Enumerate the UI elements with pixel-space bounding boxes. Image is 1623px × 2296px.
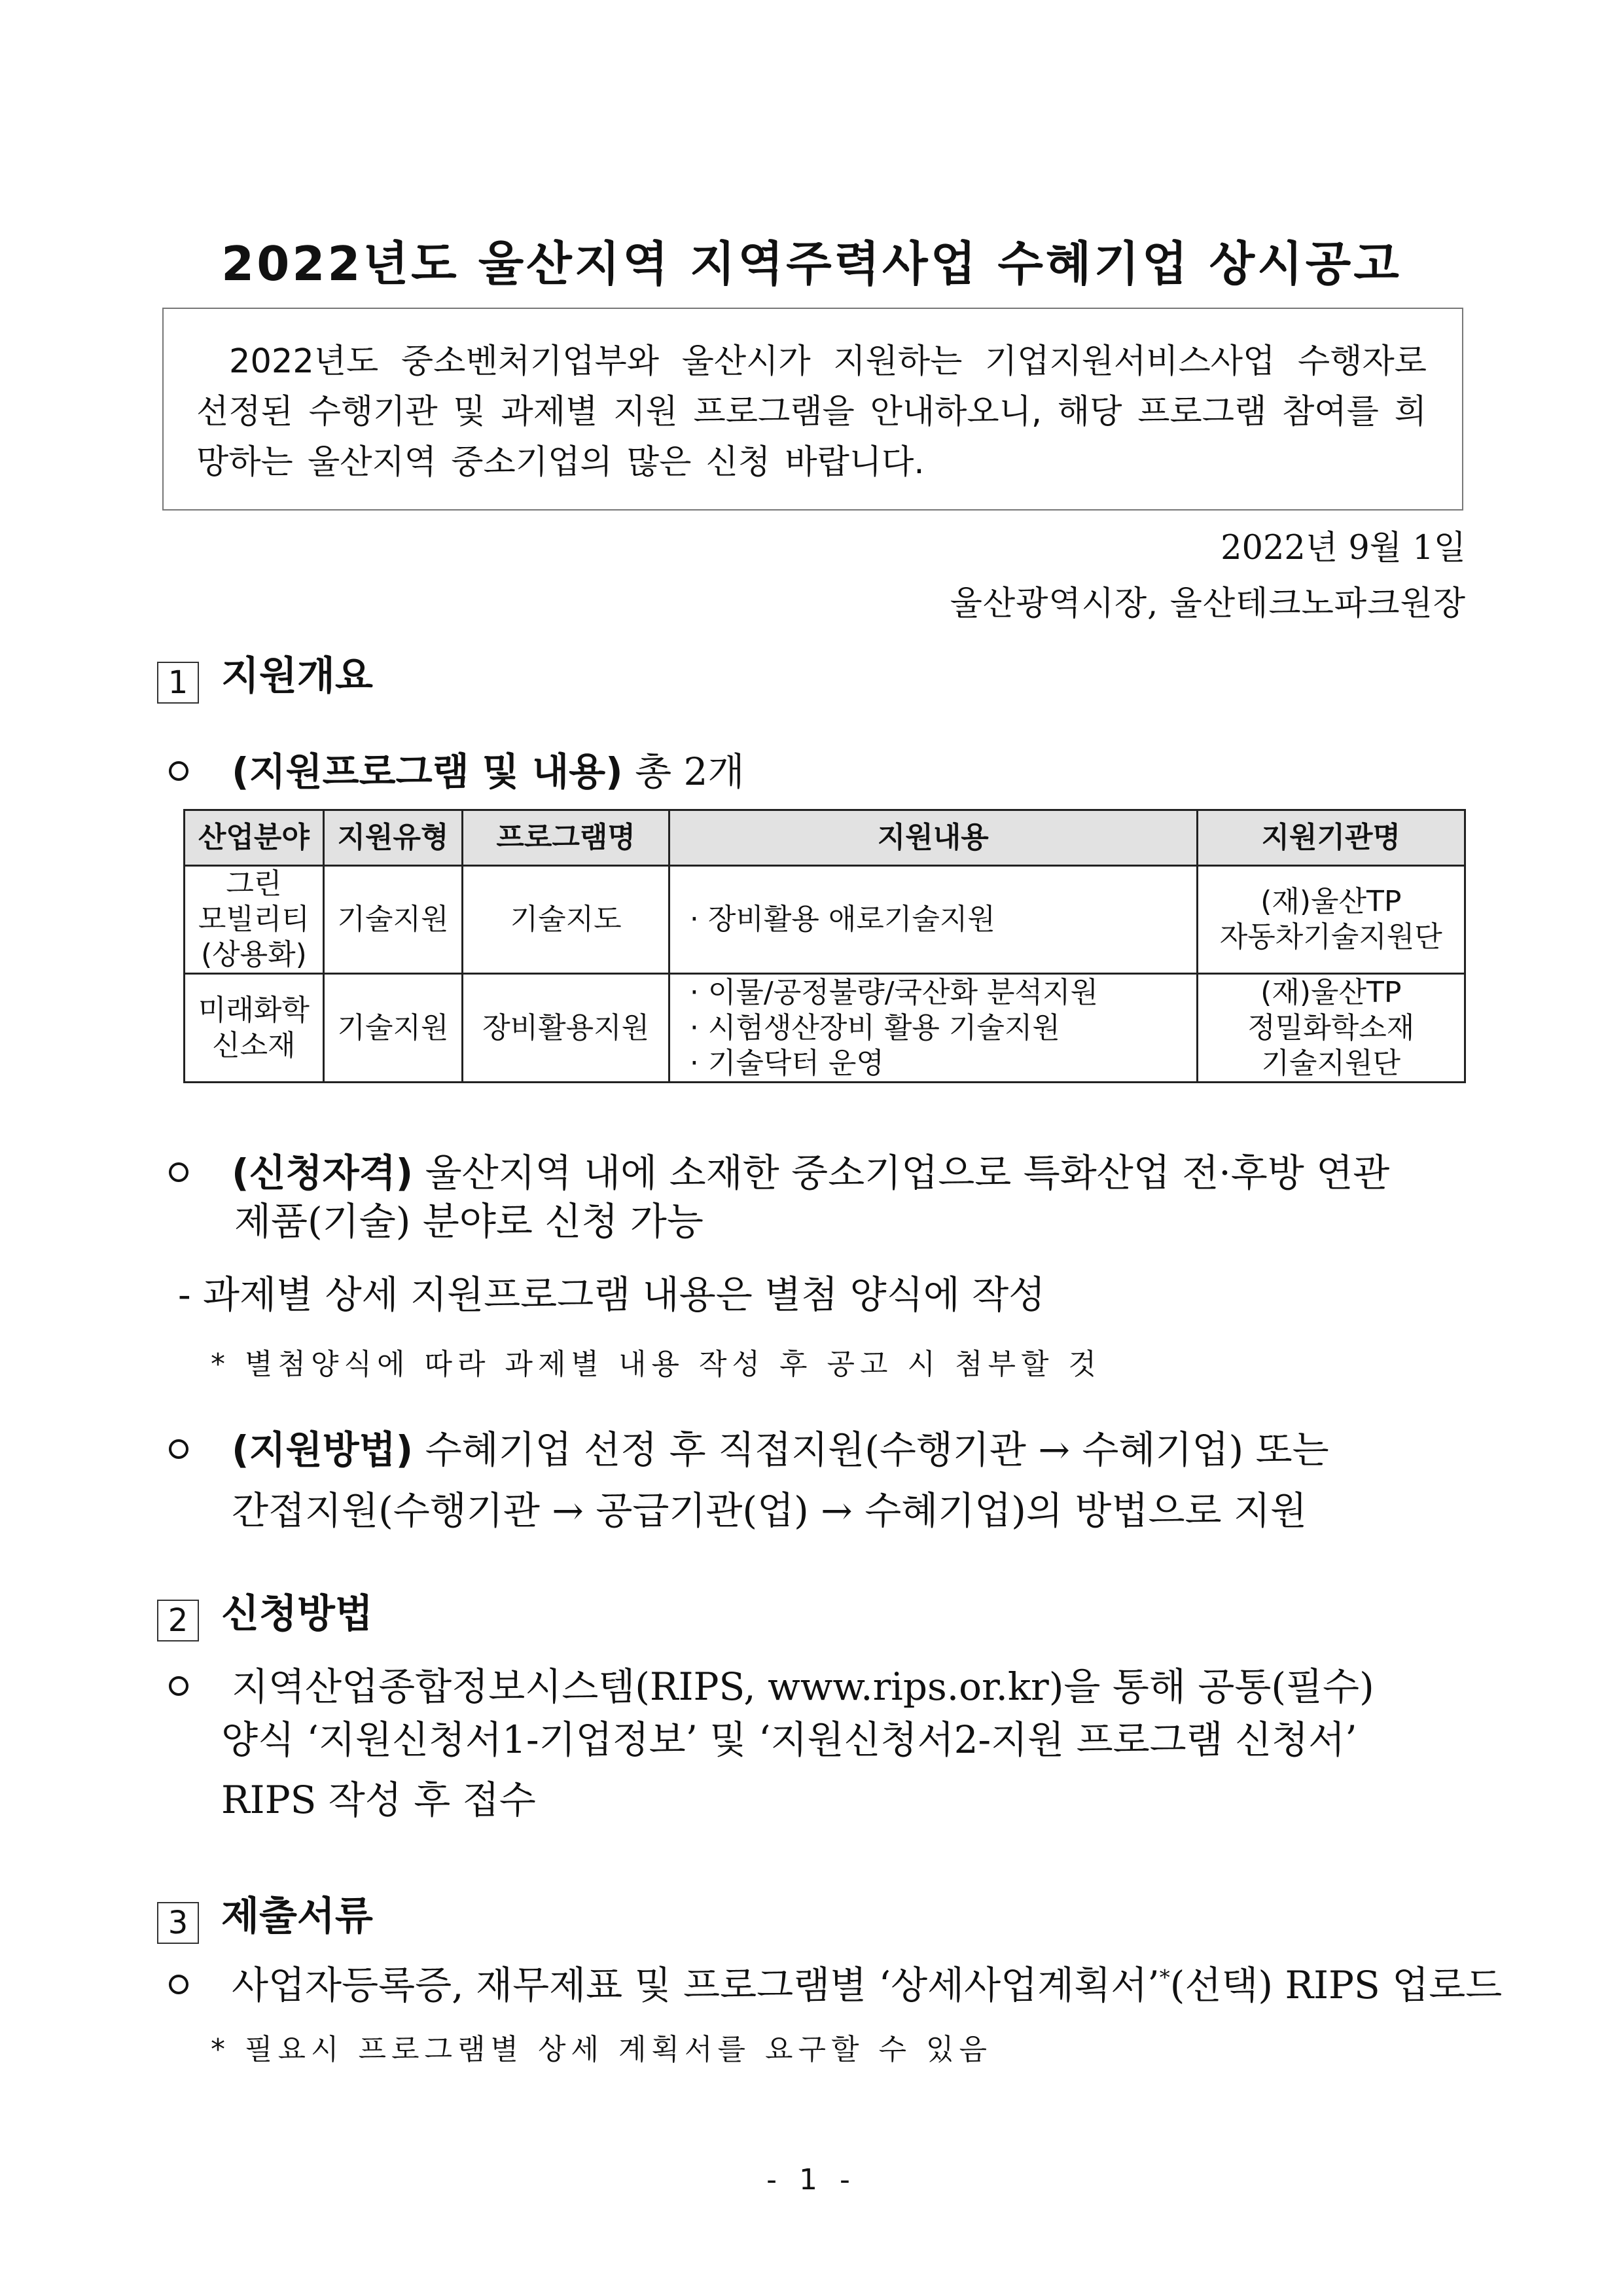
bullet-circle-icon bbox=[169, 1975, 188, 1994]
eligibility-line1: 울산지역 내에 소재한 중소기업으로 특화산업 전·후방 연관 bbox=[425, 1151, 1390, 1195]
page-number: - 1 - bbox=[766, 2163, 857, 2197]
intro-text bbox=[196, 336, 1427, 488]
method-bullet bbox=[169, 1419, 1471, 1474]
bullet-circle-icon bbox=[169, 1439, 188, 1459]
method-line1: 수혜기업 선정 후 직접지원(수행기관 → 수혜기업) 또는 bbox=[425, 1427, 1329, 1472]
table-header-field: 산업분야 bbox=[185, 810, 324, 866]
documents-line-pre: 사업자등록증, 재무제표 및 프로그램별 ‘상세사업계획서’ bbox=[232, 1963, 1160, 2007]
section-3-heading bbox=[157, 1885, 373, 1944]
apply-bullet bbox=[169, 1656, 1374, 1711]
bullet-circle-icon bbox=[169, 761, 188, 781]
program-table bbox=[183, 809, 1466, 1083]
method-label: (지원방법) bbox=[232, 1427, 414, 1472]
apply-line2: 양식 ‘지원신청서1-기업정보’ 및 ‘지원신청서2-지원 프로그램 신청서’ bbox=[221, 1717, 1357, 1762]
method-line2: 간접지원(수행기관 → 공급기관(업) → 수혜기업)의 방법으로 지원 bbox=[232, 1488, 1308, 1533]
section-2-title: 신청방법 bbox=[221, 1591, 373, 1637]
section-2-number: 2 bbox=[157, 1600, 199, 1641]
table-cell-type: 기술지원 bbox=[323, 974, 463, 1083]
documents-bullet bbox=[169, 1954, 1502, 2009]
table-header-org: 지원기관명 bbox=[1197, 810, 1465, 866]
table-row bbox=[185, 974, 1465, 1083]
table-cell-type: 기술지원 bbox=[323, 866, 463, 974]
detail-note: * 별첨양식에 따라 과제별 내용 작성 후 공고 시 첨부할 것 bbox=[211, 1348, 1101, 1381]
documents-note: * 필요시 프로그램별 상세 계획서를 요구할 수 있음 bbox=[211, 2033, 992, 2066]
table-header-type: 지원유형 bbox=[323, 810, 463, 866]
section-2-heading bbox=[157, 1583, 373, 1641]
detail-item bbox=[178, 1265, 1045, 1325]
apply-line3: RIPS 작성 후 접수 bbox=[221, 1778, 536, 1822]
notice-signature: 울산광역시장, 울산테크노파크원장 bbox=[950, 584, 1466, 623]
document-title: 2022년도 울산지역 지역주력사업 수혜기업 상시공고 bbox=[221, 236, 1402, 291]
section-1-title: 지원개요 bbox=[221, 653, 373, 699]
documents-line-post: (선택) RIPS 업로드 bbox=[1169, 1963, 1503, 2007]
table-cell-field: 미래화학 신소재 bbox=[185, 974, 324, 1083]
intro-box bbox=[162, 308, 1463, 511]
detail-dash: - bbox=[178, 1272, 191, 1317]
section-1-number: 1 bbox=[157, 662, 199, 704]
table-cell-org: (재)울산TP 정밀화학소재 기술지원단 bbox=[1197, 974, 1465, 1083]
apply-line1: 지역산업종합정보시스템(RIPS, www.rips.or.kr)을 통해 공통(필수) bbox=[232, 1664, 1374, 1709]
table-cell-program: 장비활용지원 bbox=[463, 974, 669, 1083]
table-cell-program: 기술지도 bbox=[463, 866, 669, 974]
programs-label: (지원프로그램 및 내용) bbox=[232, 749, 623, 794]
notice-date: 2022년 9월 1일 bbox=[1221, 529, 1466, 567]
eligibility-line2: 제품(기술) 분야로 신청 가능 bbox=[234, 1199, 704, 1244]
table-cell-field: 그린 모빌리티 (상용화) bbox=[185, 866, 324, 974]
bullet-circle-icon bbox=[169, 1676, 188, 1696]
section-3-number: 3 bbox=[157, 1902, 199, 1944]
section-3-title: 제출서류 bbox=[221, 1893, 373, 1939]
table-header-row bbox=[185, 810, 1465, 866]
intro-body: 2022년도 중소벤처기업부와 울산시가 지원하는 기업지원서비스사업 수행자로 선정된 수행기관 및 과제별 지원 프로그램을 안내하오니, 해당 프로그램 참여를 희망하는 울산지역 중소기업의 많은 신청 바랍니다. bbox=[196, 342, 1427, 482]
table-header-content: 지원내용 bbox=[669, 810, 1197, 866]
table-cell-content: · 장비활용 애로기술지원 bbox=[669, 866, 1197, 974]
table-cell-content: · 이물/공정불량/국산화 분석지원 · 시험생산장비 활용 기술지원 · 기술닥터 운영 bbox=[669, 974, 1197, 1083]
section-1-heading bbox=[157, 645, 373, 704]
eligibility-label: (신청자격) bbox=[232, 1151, 414, 1195]
bullet-circle-icon bbox=[169, 1162, 188, 1182]
table-header-program: 프로그램명 bbox=[463, 810, 669, 866]
programs-count: 총 2개 bbox=[635, 749, 745, 794]
programs-bullet bbox=[169, 741, 745, 796]
documents-footnote-mark: * bbox=[1159, 1965, 1170, 1990]
table-cell-org: (재)울산TP 자동차기술지원단 bbox=[1197, 866, 1465, 974]
detail-text: 과제별 상세 지원프로그램 내용은 별첨 양식에 작성 bbox=[203, 1272, 1046, 1317]
table-row bbox=[185, 866, 1465, 974]
eligibility-bullet bbox=[169, 1142, 1471, 1197]
